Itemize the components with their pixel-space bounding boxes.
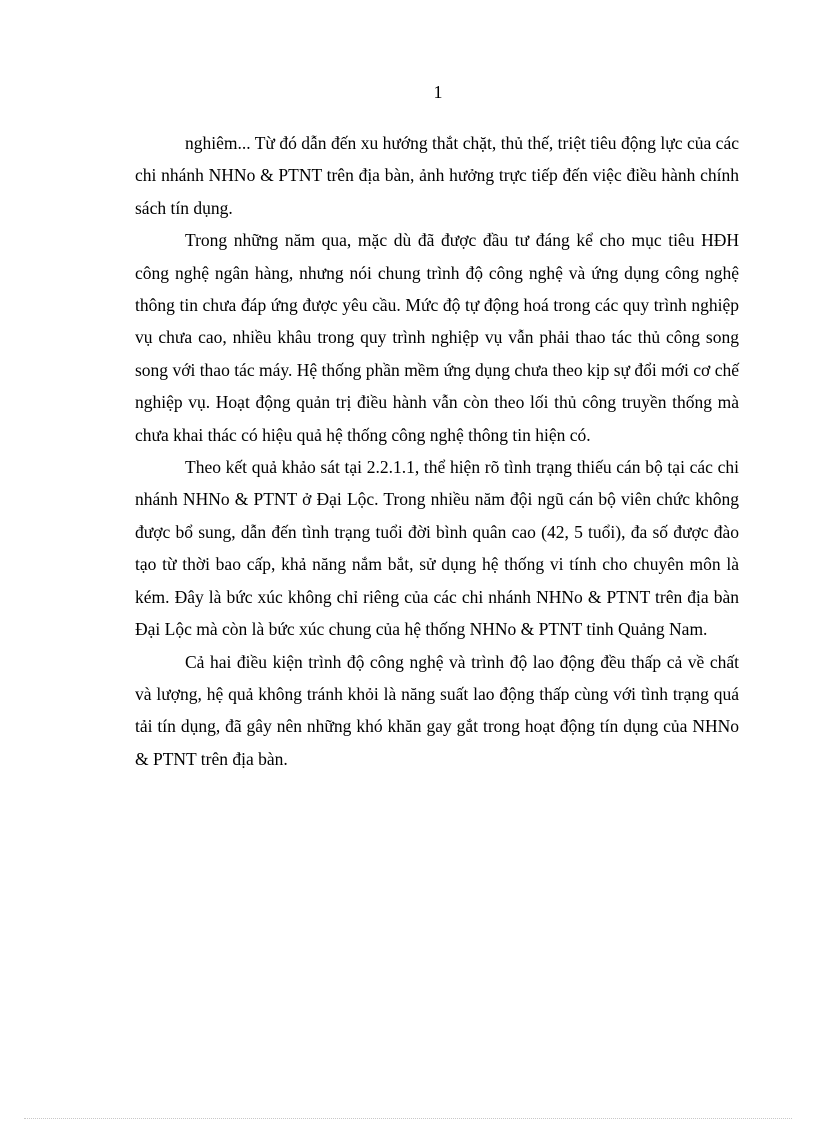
page-number: 1 (433, 82, 443, 102)
paragraph-2: Trong những năm qua, mặc dù đã được đầu tư đáng kể cho mục tiêu HĐH công nghệ ngân hàng, nhưng nói chung trình độ công nghệ và ứng dụng công nghệ thông tin chưa đáp ứng được yêu cầu. Mức độ tự động hoá trong các quy trình nghiệp vụ chưa cao, nhiều khâu trong quy trình nghiệp vụ vẫn phải thao tác thủ công song song với thao tác máy. Hệ thống phần mềm ứng dụng chưa theo kịp sự đổi mới cơ chế nghiệp vụ. Hoạt động quản trị điều hành vẫn còn theo lối thủ công truyền thống mà chưa khai thác có hiệu quả hệ thống công nghệ thông tin hiện có. (135, 230, 739, 445)
paragraph-1: nghiêm... Từ đó dẫn đến xu hướng thắt chặt, thủ thế, triệt tiêu động lực của các chi nhánh NHNo & PTNT trên địa bàn, ảnh hưởng trực tiếp đến việc điều hành chính sách tín dụng. (135, 133, 739, 218)
page-bottom-divider (24, 1118, 792, 1119)
paragraph-3: Theo kết quả khảo sát tại 2.2.1.1, thể hiện rõ tình trạng thiếu cán bộ tại các chi nhánh NHNo & PTNT ở Đại Lộc. Trong nhiều năm đội ngũ cán bộ viên chức không được bổ sung, dẫn đến tình trạng tuổi đời bình quân cao (42, 5 tuổi), đa số được đào tạo từ thời bao cấp, khả năng nắm bắt, sử dụng hệ thống vi tính cho chuyên môn là kém. Đây là bức xúc không chỉ riêng của các chi nhánh NHNo & PTNT trên địa bàn Đại Lộc mà còn là bức xúc chung của hệ thống NHNo & PTNT tỉnh Quảng Nam. (135, 457, 739, 640)
paragraph-4: Cả hai điều kiện trình độ công nghệ và trình độ lao động đều thấp cả về chất và lượng, hệ quả không tránh khỏi là năng suất lao động thấp cùng với tình trạng quá tải tín dụng, đã gây nên những khó khăn gay gắt trong hoạt động tín dụng của NHNo & PTNT trên địa bàn. (135, 651, 739, 769)
document-body (135, 127, 739, 775)
